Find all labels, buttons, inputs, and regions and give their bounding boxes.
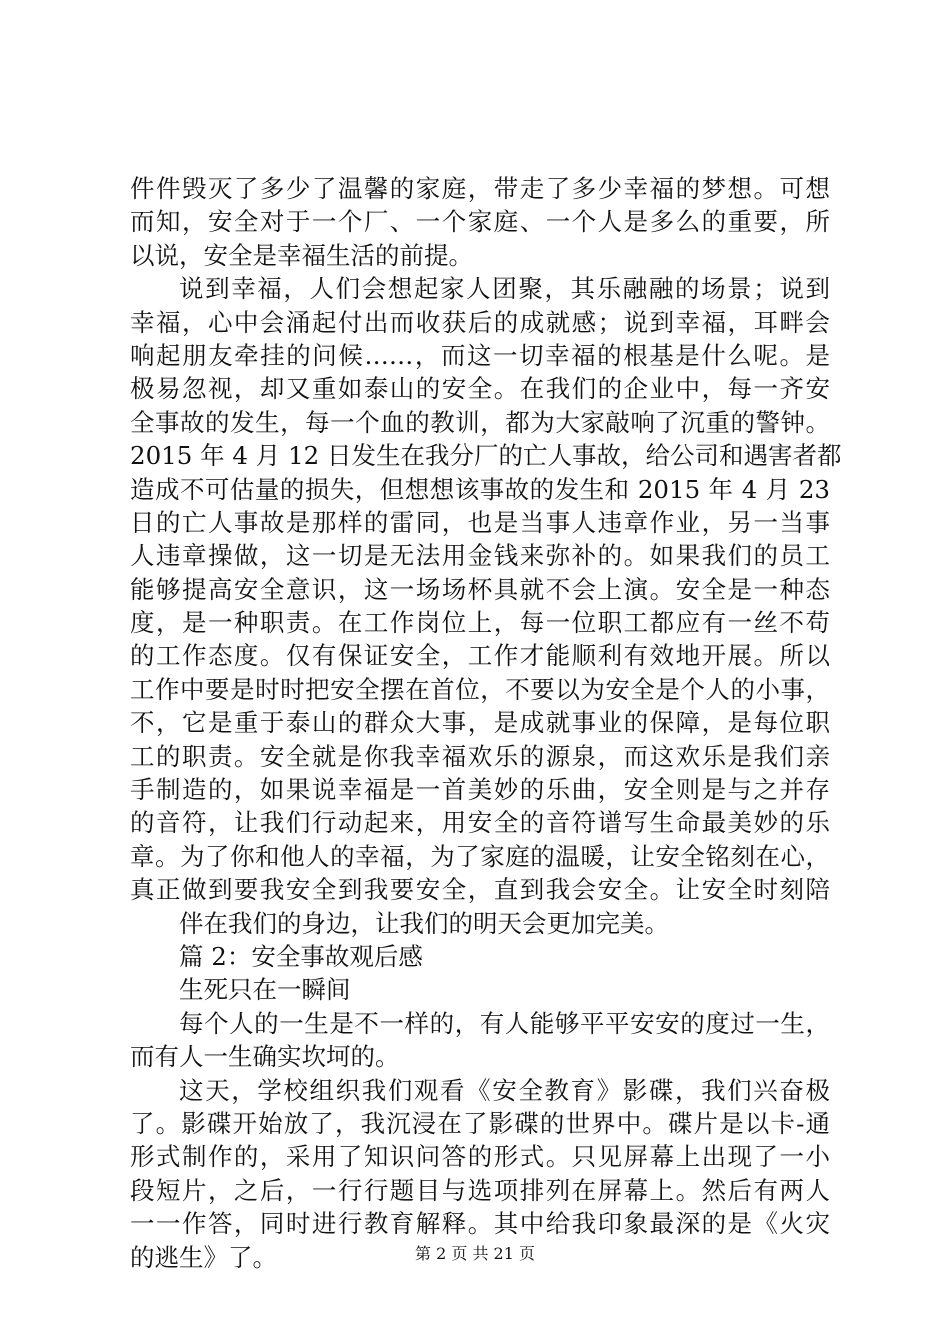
- text-line: 全事故的发生，每一个血的教训，都为大家敲响了沉重的警钟。: [130, 407, 830, 437]
- text-line: 真正做到要我安全到我要安全，直到我会安全。让安全时刻陪: [130, 875, 830, 905]
- text-line: 伴在我们的身边，让我们的明天会更加完美。: [179, 908, 669, 938]
- text-line: 度，是一种职责。在工作岗位上，每一位职工都应有一丝不苟: [130, 608, 830, 638]
- text-line: 而有人一生确实坎坷的。: [130, 1042, 400, 1072]
- article-title: 生死只在一瞬间: [179, 975, 351, 1005]
- section-heading: 篇 2：安全事故观后感: [179, 941, 423, 971]
- text-line: 不，它是重于泰山的群众大事，是成就事业的保障，是每位职: [130, 708, 830, 738]
- text-line: 工的职责。安全就是你我幸福欢乐的源泉，而这欢乐是我们亲: [130, 741, 830, 771]
- document-body: [130, 172, 842, 1274]
- text-line: 段短片，之后，一行行题目与选项排列在屏幕上。然后有两人: [130, 1175, 830, 1205]
- text-line: 日的亡人事故是那样的雷同，也是当事人违章作业，另一当事: [130, 507, 830, 537]
- text-line: 工作中要是时时把安全摆在首位，不要以为安全是个人的小事，: [130, 674, 830, 704]
- text-line: 了。影碟开始放了，我沉浸在了影碟的世界中。碟片是以卡-通: [130, 1108, 830, 1138]
- text-line: 造成不可估量的损失，但想想该事故的发生和 2015 年 4 月 23: [130, 474, 830, 504]
- text-line: 响起朋友牵挂的问候……，而这一切幸福的根基是什么呢。是: [130, 340, 830, 370]
- text-line: 的工作态度。仅有保证安全，工作才能顺利有效地开展。所以: [130, 641, 830, 671]
- text-line: 件件毁灭了多少了温馨的家庭，带走了多少幸福的梦想。可想: [130, 174, 830, 203]
- text-line: 的音符，让我们行动起来，用安全的音符谱写生命最美妙的乐: [130, 808, 830, 838]
- text-line: 章。为了你和他人的幸福，为了家庭的温暖，让安全铭刻在心，: [130, 841, 830, 871]
- text-line: 一一作答，同时进行教育解释。其中给我印象最深的是《火灾: [130, 1209, 830, 1239]
- page-number-footer: 第 2 页 共 21 页: [415, 1244, 535, 1263]
- text-line: 手制造的，如果说幸福是一首美妙的乐曲，安全则是与之并存: [130, 775, 830, 805]
- text-line: 形式制作的，采用了知识问答的形式。只见屏幕上出现了一小: [130, 1142, 830, 1172]
- text-line: 能够提高安全意识，这一场场杯具就不会上演。安全是一种态: [130, 574, 830, 604]
- text-line: 幸福，心中会涌起付出而收获后的成就感；说到幸福，耳畔会: [130, 307, 830, 337]
- text-line: 人违章操做，这一切是无法用金钱来弥补的。如果我们的员工: [130, 541, 830, 571]
- paragraph-start-line: 每个人的一生是不一样的，有人能够平平安安的度过一生，: [179, 1008, 830, 1038]
- paragraph-start-line: 说到幸福，人们会想起家人团聚，其乐融融的场景；说到: [179, 274, 830, 304]
- text-line: 以说，安全是幸福生活的前提。: [130, 240, 473, 270]
- paragraph-start-line: 这天，学校组织我们观看《安全教育》影碟，我们兴奋极: [179, 1075, 830, 1105]
- text-line: 2015 年 4 月 12 日发生在我分厂的亡人事故，给公司和遇害者都: [130, 441, 842, 471]
- text-line: 的逃生》了。: [130, 1242, 277, 1272]
- text-line: 极易忽视，却又重如泰山的安全。在我们的企业中，每一齐安: [130, 374, 830, 404]
- text-line: 而知，安全对于一个厂、一个家庭、一个人是多么的重要，所: [130, 207, 830, 237]
